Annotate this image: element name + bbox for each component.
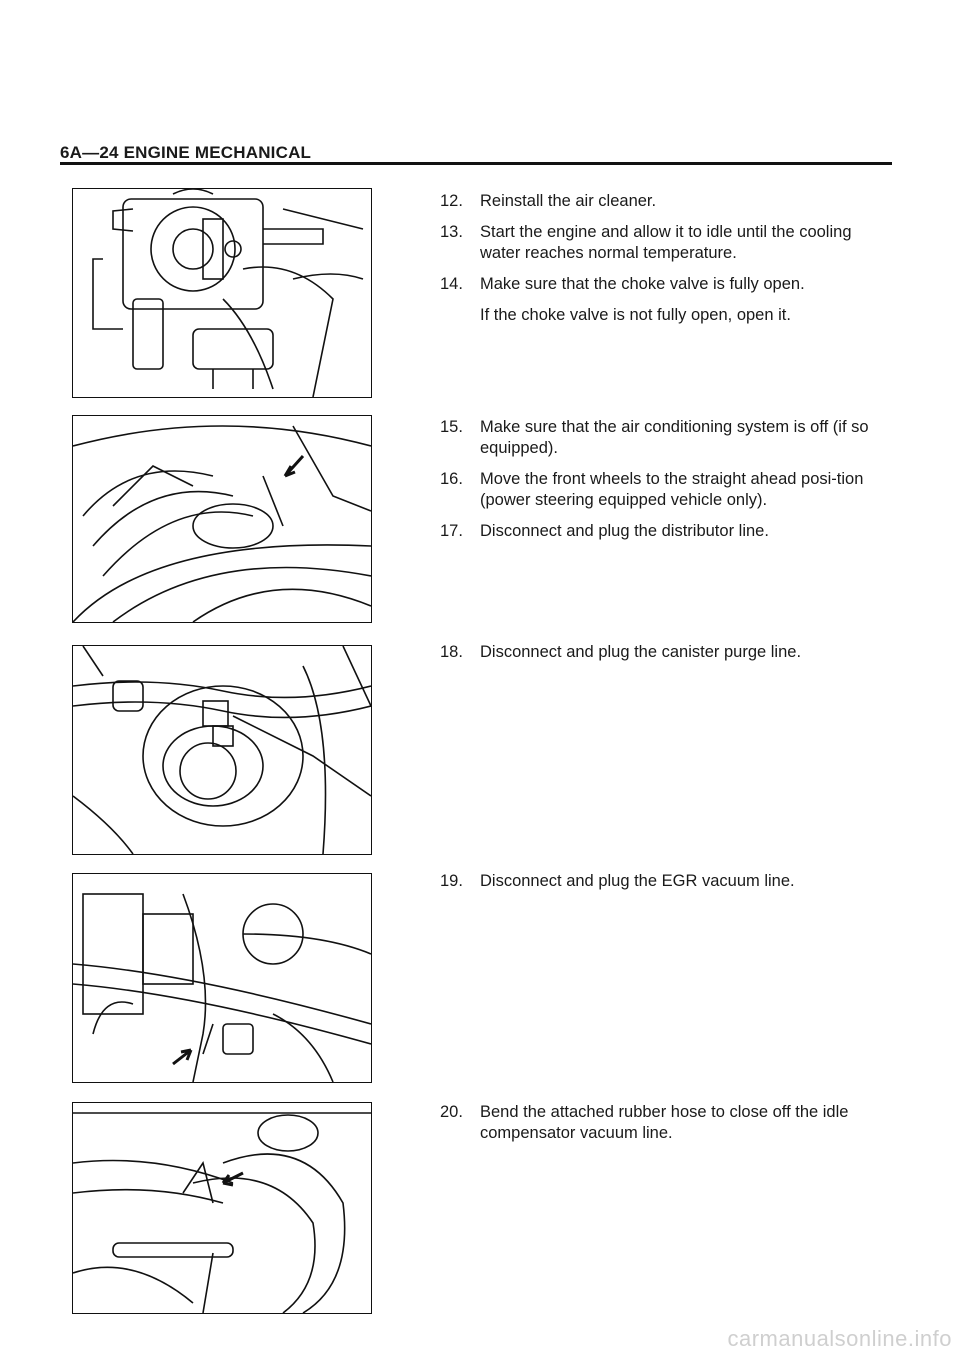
step-block-18 (440, 642, 895, 673)
step-block-20 (440, 1102, 895, 1154)
step-item (440, 521, 895, 542)
step-text: Disconnect and plug the canister purge line. (480, 643, 802, 661)
step-number: 17. (440, 522, 463, 540)
step-block-19 (440, 871, 895, 902)
step-number: 14. (440, 275, 463, 293)
egr-vacuum-line-illustration (72, 873, 372, 1083)
idle-compensator-hose-illustration (72, 1102, 372, 1314)
site-watermark: carmanualsonline.info (727, 1326, 952, 1351)
carburetor-choke-illustration (72, 188, 372, 398)
step-number: 20. (440, 1103, 463, 1121)
step-number: 12. (440, 192, 463, 210)
canister-purge-line-illustration (72, 645, 372, 855)
step-item (440, 1102, 895, 1144)
step-text: Bend the attached rubber hose to close off the idle compensator vacuum line. (480, 1103, 849, 1142)
step-number: 18. (440, 643, 463, 661)
step-text: Disconnect and plug the EGR vacuum line. (480, 872, 795, 890)
step-number: 16. (440, 470, 463, 488)
header-rule (60, 162, 892, 165)
step-item (440, 469, 895, 511)
step-text: Move the front wheels to the straight ahead posi-tion (power steering equipped vehicle only). (480, 470, 864, 509)
step-block-15-17 (440, 417, 895, 552)
step-text: Reinstall the air cleaner. (480, 192, 657, 210)
step-number: 19. (440, 872, 463, 890)
step-text: Make sure that the choke valve is fully open. (480, 275, 805, 293)
step-text: Make sure that the air conditioning system is off (if so equipped). (480, 418, 869, 457)
step-item (440, 642, 895, 663)
step-text: Start the engine and allow it to idle until the cooling water reaches normal temperature. (480, 223, 852, 262)
step-item (440, 274, 895, 326)
step-number: 13. (440, 223, 463, 241)
distributor-line-illustration (72, 415, 372, 623)
step-item (440, 417, 895, 459)
page-header: 6A—24 ENGINE MECHANICAL (60, 143, 312, 162)
step-item (440, 222, 895, 264)
step-note: If the choke valve is not fully open, open it. (480, 306, 791, 324)
step-item (440, 191, 895, 212)
step-text: Disconnect and plug the distributor line. (480, 522, 769, 540)
step-number: 15. (440, 418, 463, 436)
step-item (440, 871, 895, 892)
step-block-12-14 (440, 191, 895, 336)
